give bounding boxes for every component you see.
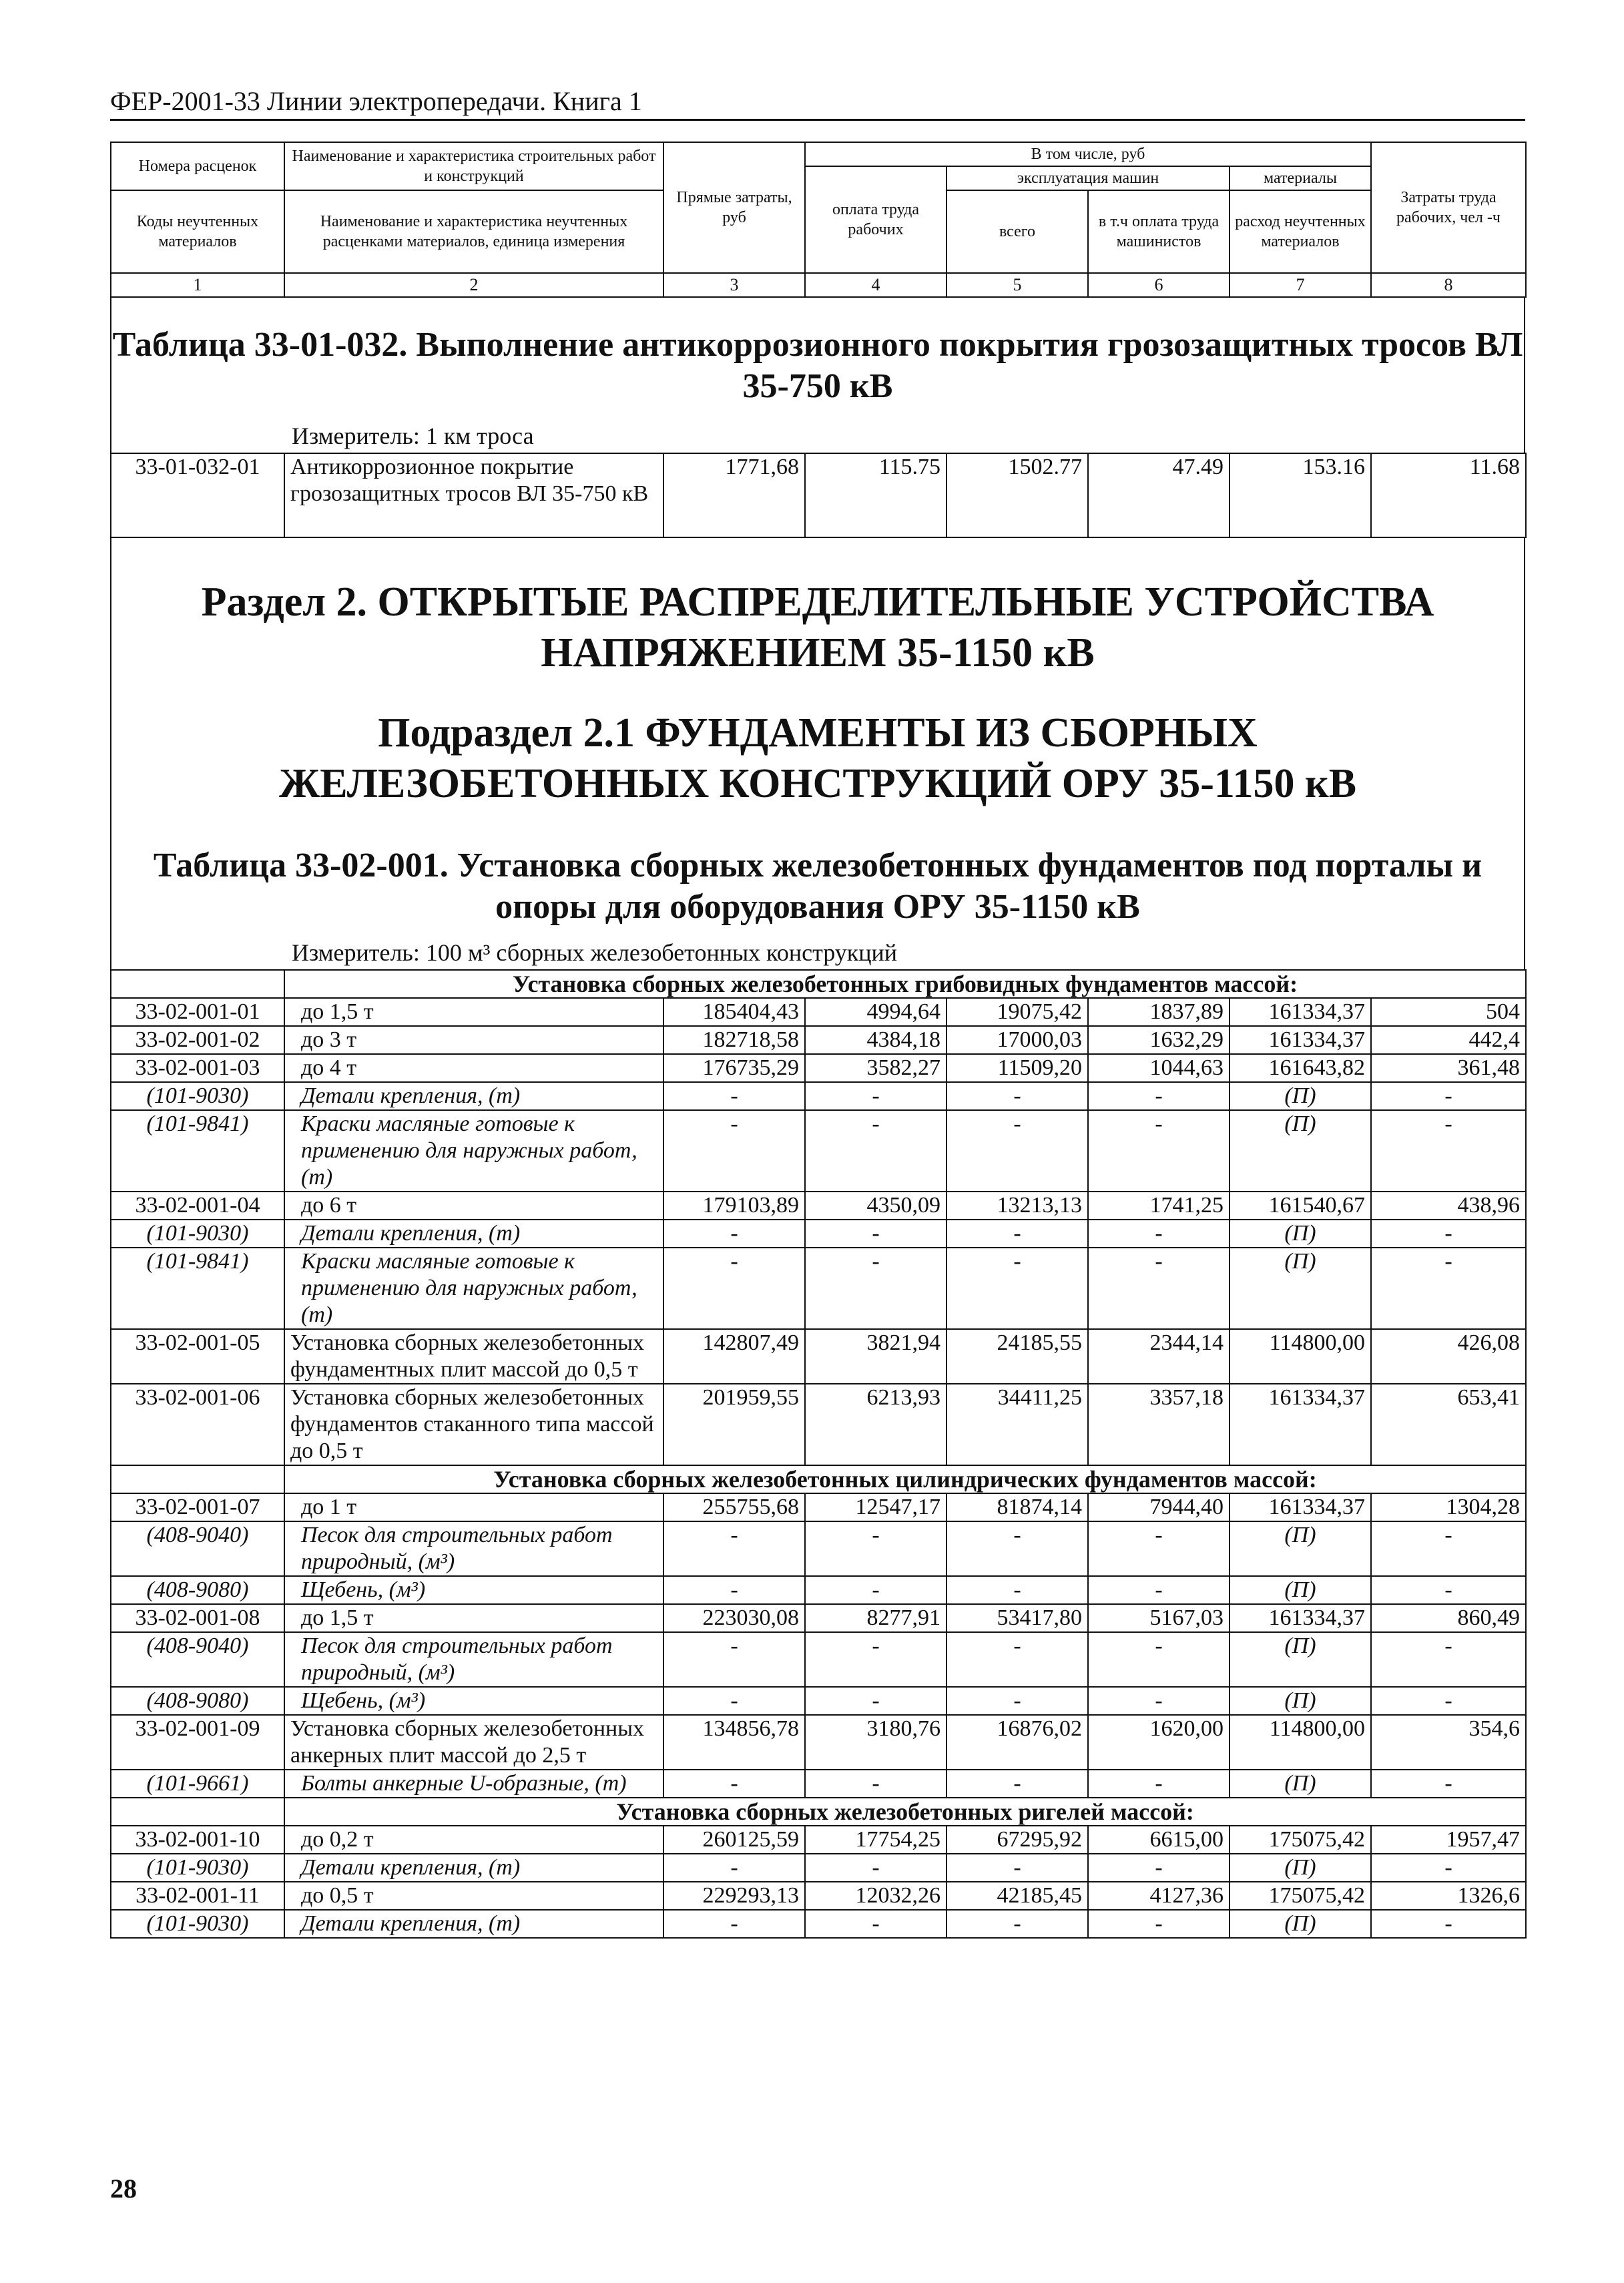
materials: (П) xyxy=(1230,1910,1371,1938)
labor-pay: - xyxy=(805,1687,946,1715)
direct-cost: - xyxy=(663,1110,805,1192)
materials: (П) xyxy=(1230,1521,1371,1576)
machinists-pay: 1837,89 xyxy=(1088,998,1230,1026)
table-row xyxy=(111,1826,1526,1854)
rate-code: (101-9841) xyxy=(111,1110,284,1192)
materials: 175075,42 xyxy=(1230,1882,1371,1910)
rate-name: Болты анкерные U-образные, (т) xyxy=(284,1770,663,1798)
materials: (П) xyxy=(1230,1687,1371,1715)
labor-pay: 115.75 xyxy=(805,453,946,537)
material-row xyxy=(111,1220,1526,1248)
table-row xyxy=(111,1604,1526,1632)
materials: (П) xyxy=(1230,1248,1371,1329)
direct-cost: 182718,58 xyxy=(663,1026,805,1054)
machinists-pay: 6615,00 xyxy=(1088,1826,1230,1854)
machines-total: 24185,55 xyxy=(946,1329,1088,1384)
labor-hours: 504 xyxy=(1371,998,1526,1026)
labor-pay: - xyxy=(805,1110,946,1192)
machinists-pay: - xyxy=(1088,1770,1230,1798)
machinists-pay: - xyxy=(1088,1632,1230,1687)
materials: (П) xyxy=(1230,1576,1371,1604)
machines-total: 11509,20 xyxy=(946,1054,1088,1082)
col-num: 2 xyxy=(284,273,663,297)
col-num: 7 xyxy=(1230,273,1371,297)
table-row xyxy=(111,1715,1526,1770)
machines-total: - xyxy=(946,1082,1088,1110)
table-row xyxy=(111,998,1526,1026)
materials: 161334,37 xyxy=(1230,1026,1371,1054)
labor-pay: - xyxy=(805,1854,946,1882)
rate-name: до 1,5 т xyxy=(284,998,663,1026)
rate-name: Песок для строительных работ природный, (м³) xyxy=(284,1521,663,1576)
labor-pay: 3180,76 xyxy=(805,1715,946,1770)
group-subheader: Установка сборных железобетонных цилиндрических фундаментов массой: xyxy=(284,1465,1526,1493)
labor-pay: 4994,64 xyxy=(805,998,946,1026)
labor-pay: - xyxy=(805,1521,946,1576)
labor-pay: - xyxy=(805,1632,946,1687)
direct-cost: - xyxy=(663,1854,805,1882)
rate-name: Детали крепления, (т) xyxy=(284,1854,663,1882)
materials: 161334,37 xyxy=(1230,1384,1371,1465)
labor-hours: 653,41 xyxy=(1371,1384,1526,1465)
materials: 114800,00 xyxy=(1230,1715,1371,1770)
machinists-pay: - xyxy=(1088,1521,1230,1576)
hdr-materials: материалы xyxy=(1230,166,1371,190)
labor-pay: 4384,18 xyxy=(805,1026,946,1054)
machines-total: 67295,92 xyxy=(946,1826,1088,1854)
direct-cost: - xyxy=(663,1521,805,1576)
table2-title: Таблица 33-02-001. Установка сборных железобетонных фундаментов под порталы и опоры для оборудования ОРУ 35-1150 кВ xyxy=(153,846,1482,926)
machinists-pay: - xyxy=(1088,1248,1230,1329)
labor-hours: 1326,6 xyxy=(1371,1882,1526,1910)
machinists-pay: 1632,29 xyxy=(1088,1026,1230,1054)
materials: 114800,00 xyxy=(1230,1329,1371,1384)
rate-name: Детали крепления, (т) xyxy=(284,1220,663,1248)
machinists-pay: 1620,00 xyxy=(1088,1715,1230,1770)
page-number: 28 xyxy=(110,2174,137,2204)
direct-cost: - xyxy=(663,1770,805,1798)
labor-pay: - xyxy=(805,1770,946,1798)
materials: 161540,67 xyxy=(1230,1192,1371,1220)
labor-pay: 4350,09 xyxy=(805,1192,946,1220)
price-table xyxy=(110,142,1525,1939)
labor-hours: 354,6 xyxy=(1371,1715,1526,1770)
material-row xyxy=(111,1248,1526,1329)
rate-name: до 3 т xyxy=(284,1026,663,1054)
machines-total: - xyxy=(946,1770,1088,1798)
labor-pay: - xyxy=(805,1576,946,1604)
labor-hours: 442,4 xyxy=(1371,1026,1526,1054)
rate-name: до 1 т xyxy=(284,1493,663,1521)
direct-cost: 179103,89 xyxy=(663,1192,805,1220)
rate-name: до 6 т xyxy=(284,1192,663,1220)
rate-code: 33-02-001-05 xyxy=(111,1329,284,1384)
labor-hours: - xyxy=(1371,1521,1526,1576)
labor-hours: 11.68 xyxy=(1371,453,1526,537)
machinists-pay: - xyxy=(1088,1910,1230,1938)
labor-hours: 426,08 xyxy=(1371,1329,1526,1384)
rate-code: (408-9080) xyxy=(111,1687,284,1715)
col-num: 3 xyxy=(663,273,805,297)
labor-hours: - xyxy=(1371,1910,1526,1938)
labor-pay: 17754,25 xyxy=(805,1826,946,1854)
material-row xyxy=(111,1521,1526,1576)
machines-total: - xyxy=(946,1248,1088,1329)
rate-code: (101-9030) xyxy=(111,1082,284,1110)
labor-hours: - xyxy=(1371,1854,1526,1882)
rate-code: 33-02-001-01 xyxy=(111,998,284,1026)
rate-name: Краски масляные готовые к применению для наружных работ, (т) xyxy=(284,1248,663,1329)
labor-pay: - xyxy=(805,1082,946,1110)
machinists-pay: 1741,25 xyxy=(1088,1192,1230,1220)
labor-hours: 438,96 xyxy=(1371,1192,1526,1220)
machinists-pay: 4127,36 xyxy=(1088,1882,1230,1910)
machines-total: 19075,42 xyxy=(946,998,1088,1026)
machinists-pay: 7944,40 xyxy=(1088,1493,1230,1521)
table-row xyxy=(111,1329,1526,1384)
machines-total: 53417,80 xyxy=(946,1604,1088,1632)
machines-total: - xyxy=(946,1910,1088,1938)
section-title: Раздел 2. ОТКРЫТЫЕ РАСПРЕДЕЛИТЕЛЬНЫЕ УСТРОЙСТВА НАПРЯЖЕНИЕМ 35-1150 кВ xyxy=(201,579,1434,676)
materials: (П) xyxy=(1230,1632,1371,1687)
materials: (П) xyxy=(1230,1110,1371,1192)
labor-hours: - xyxy=(1371,1576,1526,1604)
rate-name: до 4 т xyxy=(284,1054,663,1082)
machines-total: 13213,13 xyxy=(946,1192,1088,1220)
column-header xyxy=(110,142,1527,298)
labor-pay: 12547,17 xyxy=(805,1493,946,1521)
labor-hours: - xyxy=(1371,1770,1526,1798)
direct-cost: - xyxy=(663,1576,805,1604)
labor-pay: 8277,91 xyxy=(805,1604,946,1632)
hdr-machinists: в т.ч оплата труда машинистов xyxy=(1088,190,1230,273)
labor-pay: 6213,93 xyxy=(805,1384,946,1465)
direct-cost: - xyxy=(663,1910,805,1938)
material-row xyxy=(111,1687,1526,1715)
group-subheader: Установка сборных железобетонных грибовидных фундаментов массой: xyxy=(284,970,1526,998)
col-num: 6 xyxy=(1088,273,1230,297)
hdr-consumption: расход неучтенных материалов xyxy=(1230,190,1371,273)
machinists-pay: - xyxy=(1088,1110,1230,1192)
rate-code: 33-02-001-08 xyxy=(111,1604,284,1632)
rate-code: (408-9040) xyxy=(111,1632,284,1687)
rate-name: Щебень, (м³) xyxy=(284,1576,663,1604)
col-num: 4 xyxy=(805,273,946,297)
machines-total: - xyxy=(946,1110,1088,1192)
rate-code: 33-02-001-07 xyxy=(111,1493,284,1521)
rate-name: до 0,5 т xyxy=(284,1882,663,1910)
col-num: 1 xyxy=(111,273,284,297)
rate-code: 33-02-001-04 xyxy=(111,1192,284,1220)
machinists-pay: - xyxy=(1088,1220,1230,1248)
materials: 153.16 xyxy=(1230,453,1371,537)
materials: 161334,37 xyxy=(1230,1493,1371,1521)
rate-name: Детали крепления, (т) xyxy=(284,1910,663,1938)
table1-measure: Измеритель: 1 км троса xyxy=(292,423,534,449)
direct-cost: 1771,68 xyxy=(663,453,805,537)
hdr-unaccounted-name: Наименование и характеристика неучтенных расценками материалов, единица измерения xyxy=(284,190,663,273)
direct-cost: 260125,59 xyxy=(663,1826,805,1854)
rate-name: до 1,5 т xyxy=(284,1604,663,1632)
table2-body xyxy=(110,969,1527,1939)
labor-pay: 12032,26 xyxy=(805,1882,946,1910)
labor-hours: - xyxy=(1371,1082,1526,1110)
direct-cost: 201959,55 xyxy=(663,1384,805,1465)
machinists-pay: - xyxy=(1088,1082,1230,1110)
rate-code: (101-9030) xyxy=(111,1854,284,1882)
labor-hours: - xyxy=(1371,1687,1526,1715)
machines-total: 16876,02 xyxy=(946,1715,1088,1770)
labor-pay: 3821,94 xyxy=(805,1329,946,1384)
table1-title: Таблица 33-01-032. Выполнение антикоррозионного покрытия грозозащитных тросов ВЛ 35-750 кВ xyxy=(112,326,1523,405)
table-row xyxy=(111,1054,1526,1082)
labor-hours: - xyxy=(1371,1220,1526,1248)
rate-name: Антикоррозионное покрытие грозозащитных тросов ВЛ 35-750 кВ xyxy=(284,453,663,537)
labor-hours: 361,48 xyxy=(1371,1054,1526,1082)
running-header: ФЕР-2001-33 Линии электропередачи. Книга 1 xyxy=(110,86,642,116)
machines-total: - xyxy=(946,1632,1088,1687)
materials: (П) xyxy=(1230,1854,1371,1882)
material-row xyxy=(111,1576,1526,1604)
table2-measure: Измеритель: 100 м³ сборных железобетонных конструкций xyxy=(292,939,898,966)
rate-name: Краски масляные готовые к применению для наружных работ, (т) xyxy=(284,1110,663,1192)
direct-cost: - xyxy=(663,1082,805,1110)
table-row xyxy=(111,453,1526,537)
machines-total: - xyxy=(946,1576,1088,1604)
material-row xyxy=(111,1910,1526,1938)
rate-code: (101-9661) xyxy=(111,1770,284,1798)
header-rule xyxy=(110,119,1525,121)
machines-total: 81874,14 xyxy=(946,1493,1088,1521)
machinists-pay: 2344,14 xyxy=(1088,1329,1230,1384)
rate-code: 33-02-001-06 xyxy=(111,1384,284,1465)
rate-name: Установка сборных железобетонных анкерных плит массой до 2,5 т xyxy=(284,1715,663,1770)
rate-code: (101-9030) xyxy=(111,1910,284,1938)
direct-cost: 142807,49 xyxy=(663,1329,805,1384)
direct-cost: 223030,08 xyxy=(663,1604,805,1632)
rate-name: Установка сборных железобетонных фундаментных плит массой до 0,5 т xyxy=(284,1329,663,1384)
group-subheader: Установка сборных железобетонных ригелей массой: xyxy=(284,1798,1526,1826)
labor-hours: - xyxy=(1371,1632,1526,1687)
materials: (П) xyxy=(1230,1082,1371,1110)
labor-pay: - xyxy=(805,1220,946,1248)
direct-cost: 255755,68 xyxy=(663,1493,805,1521)
machinists-pay: - xyxy=(1088,1576,1230,1604)
table1-heading xyxy=(110,298,1525,453)
machinists-pay: - xyxy=(1088,1687,1230,1715)
rate-name: Щебень, (м³) xyxy=(284,1687,663,1715)
hdr-labor-cost: Затраты труда рабочих, чел -ч xyxy=(1371,142,1526,273)
rate-code: 33-02-001-10 xyxy=(111,1826,284,1854)
section-heading xyxy=(110,538,1525,969)
labor-pay: 3582,27 xyxy=(805,1054,946,1082)
materials: 161334,37 xyxy=(1230,998,1371,1026)
machinists-pay: 3357,18 xyxy=(1088,1384,1230,1465)
col-num: 8 xyxy=(1371,273,1526,297)
direct-cost: - xyxy=(663,1632,805,1687)
labor-hours: 1304,28 xyxy=(1371,1493,1526,1521)
machines-total: - xyxy=(946,1521,1088,1576)
rate-code: (408-9040) xyxy=(111,1521,284,1576)
machines-total: - xyxy=(946,1687,1088,1715)
direct-cost: 134856,78 xyxy=(663,1715,805,1770)
direct-cost: 185404,43 xyxy=(663,998,805,1026)
rate-code: (408-9080) xyxy=(111,1576,284,1604)
material-row xyxy=(111,1110,1526,1192)
machines-total: 17000,03 xyxy=(946,1026,1088,1054)
machinists-pay: 1044,63 xyxy=(1088,1054,1230,1082)
material-row xyxy=(111,1854,1526,1882)
materials: 161643,82 xyxy=(1230,1054,1371,1082)
table-row xyxy=(111,1882,1526,1910)
direct-cost: - xyxy=(663,1220,805,1248)
rate-code: (101-9030) xyxy=(111,1220,284,1248)
hdr-unaccounted-codes: Коды неучтенных материалов xyxy=(111,190,284,273)
table-row xyxy=(111,1192,1526,1220)
rate-code: 33-02-001-03 xyxy=(111,1054,284,1082)
table-row xyxy=(111,1384,1526,1465)
machines-total: - xyxy=(946,1220,1088,1248)
hdr-labor: оплата труда рабочих xyxy=(805,166,946,273)
direct-cost: 176735,29 xyxy=(663,1054,805,1082)
rate-name: до 0,2 т xyxy=(284,1826,663,1854)
machines-total: 1502.77 xyxy=(946,453,1088,537)
direct-cost: - xyxy=(663,1248,805,1329)
labor-hours: - xyxy=(1371,1110,1526,1192)
rate-code: 33-01-032-01 xyxy=(111,453,284,537)
hdr-direct: Прямые затраты, руб xyxy=(663,142,805,273)
hdr-total: всего xyxy=(946,190,1088,273)
hdr-machines: эксплуатация машин xyxy=(946,166,1230,190)
table-row xyxy=(111,1493,1526,1521)
table-row xyxy=(111,1026,1526,1054)
materials: 175075,42 xyxy=(1230,1826,1371,1854)
rate-code: 33-02-001-02 xyxy=(111,1026,284,1054)
machinists-pay: 47.49 xyxy=(1088,453,1230,537)
machines-total: - xyxy=(946,1854,1088,1882)
rate-code: (101-9841) xyxy=(111,1248,284,1329)
material-row xyxy=(111,1082,1526,1110)
material-row xyxy=(111,1770,1526,1798)
labor-pay: - xyxy=(805,1910,946,1938)
labor-pay: - xyxy=(805,1248,946,1329)
labor-hours: 1957,47 xyxy=(1371,1826,1526,1854)
hdr-incl: В том числе, руб xyxy=(805,142,1371,166)
rate-name: Детали крепления, (т) xyxy=(284,1082,663,1110)
machinists-pay: 5167,03 xyxy=(1088,1604,1230,1632)
rate-name: Установка сборных железобетонных фундаментов стаканного типа массой до 0,5 т xyxy=(284,1384,663,1465)
table1-body xyxy=(110,453,1527,538)
rate-code: 33-02-001-11 xyxy=(111,1882,284,1910)
hdr-codes: Номера расценок xyxy=(111,142,284,190)
rate-code: 33-02-001-09 xyxy=(111,1715,284,1770)
labor-hours: 860,49 xyxy=(1371,1604,1526,1632)
subsection-title: Подраздел 2.1 ФУНДАМЕНТЫ ИЗ СБОРНЫХ ЖЕЛЕЗОБЕТОННЫХ КОНСТРУКЦИЙ ОРУ 35-1150 кВ xyxy=(278,710,1357,806)
materials: 161334,37 xyxy=(1230,1604,1371,1632)
machines-total: 34411,25 xyxy=(946,1384,1088,1465)
materials: (П) xyxy=(1230,1770,1371,1798)
machines-total: 42185,45 xyxy=(946,1882,1088,1910)
col-num: 5 xyxy=(946,273,1088,297)
machinists-pay: - xyxy=(1088,1854,1230,1882)
direct-cost: - xyxy=(663,1687,805,1715)
direct-cost: 229293,13 xyxy=(663,1882,805,1910)
labor-hours: - xyxy=(1371,1248,1526,1329)
rate-name: Песок для строительных работ природный, (м³) xyxy=(284,1632,663,1687)
material-row xyxy=(111,1632,1526,1687)
materials: (П) xyxy=(1230,1220,1371,1248)
hdr-name: Наименование и характеристика строительных работ и конструкций xyxy=(284,142,663,190)
